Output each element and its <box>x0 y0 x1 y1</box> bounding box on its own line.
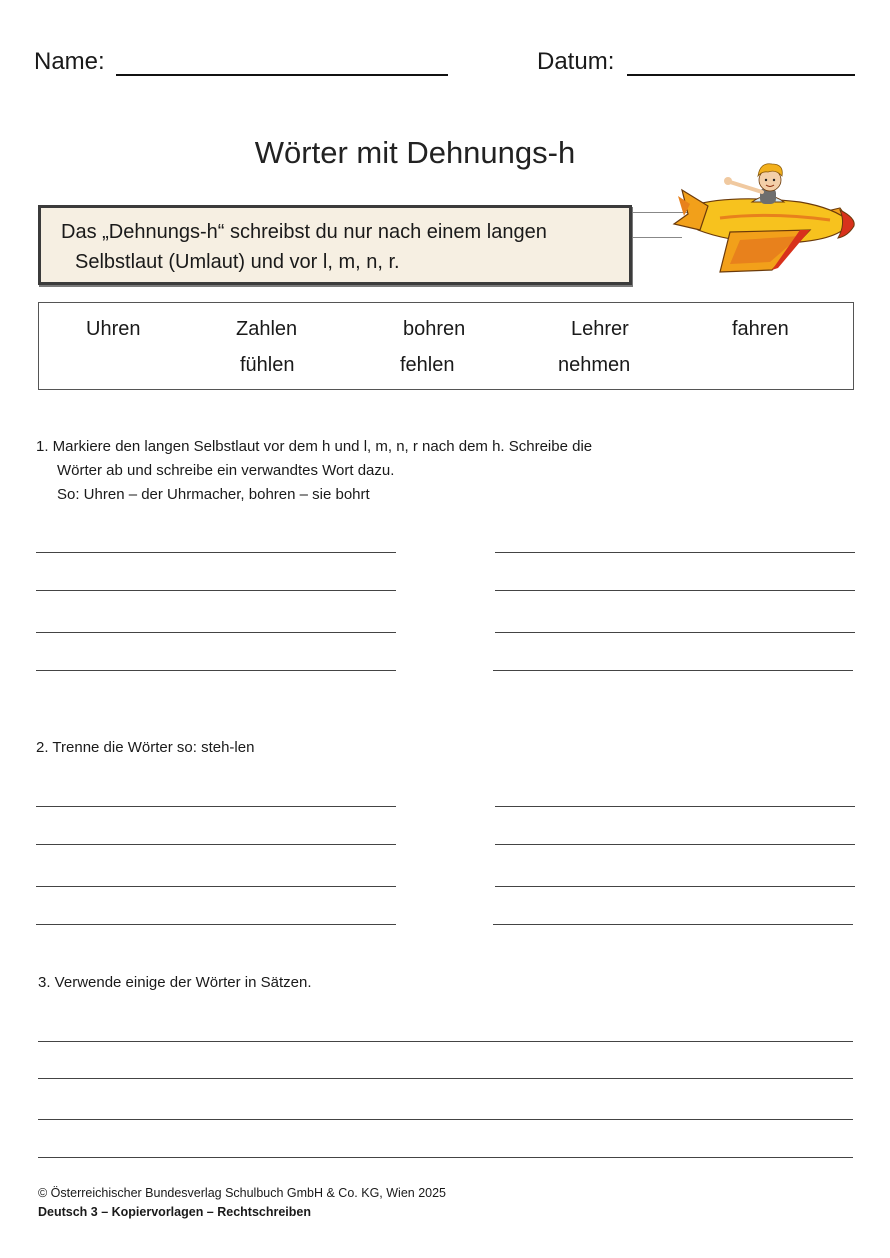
writing-line[interactable] <box>38 1119 853 1120</box>
word-item: fehlen <box>400 354 455 376</box>
writing-line[interactable] <box>36 670 396 671</box>
word-item: Zahlen <box>236 318 298 340</box>
writing-line[interactable] <box>36 632 396 633</box>
writing-line[interactable] <box>36 886 396 887</box>
word-item: bohren <box>403 318 466 340</box>
rule-line-1: Das „Dehnungs-h“ schreibst du nur nach einem langen <box>61 221 547 243</box>
page-title: Wörter mit Dehnungs-h <box>254 135 576 170</box>
word-item: Lehrer <box>571 318 629 340</box>
writing-line[interactable] <box>495 844 855 845</box>
airplane-icon <box>660 160 860 278</box>
writing-line[interactable] <box>495 806 855 807</box>
copyright-notice: © Österreichischer Bundesverlag Schulbuch GmbH & Co. KG, Wien 2025 <box>38 1186 447 1200</box>
writing-line[interactable] <box>36 844 396 845</box>
task-2-instruction: 2. Trenne die Wörter so: steh-len <box>36 739 255 756</box>
date-label: Datum: <box>537 48 615 75</box>
writing-line[interactable] <box>495 886 855 887</box>
writing-line[interactable] <box>493 670 853 671</box>
rule-banner <box>38 205 632 285</box>
writing-line[interactable] <box>38 1157 853 1158</box>
writing-line[interactable] <box>36 552 396 553</box>
word-item: Uhren <box>86 318 141 340</box>
task-1-instruction: 1. Markiere den langen Selbstlaut vor dem h und l, m, n, r nach dem h. Schreibe die <box>36 438 593 455</box>
word-item: nehmen <box>558 354 631 376</box>
writing-line[interactable] <box>495 590 855 591</box>
word-item: fühlen <box>240 354 295 376</box>
writing-line[interactable] <box>36 590 396 591</box>
name-field[interactable] <box>116 74 448 76</box>
series-title: Deutsch 3 – Kopiervorlagen – Rechtschreiben <box>38 1205 312 1219</box>
date-field[interactable] <box>627 74 855 76</box>
rule-line-2: Selbstlaut (Umlaut) und vor l, m, n, r. <box>75 251 400 273</box>
word-item: fahren <box>732 318 789 340</box>
task-1-instruction-cont: Wörter ab und schreibe ein verwandtes Wort dazu. <box>57 462 395 479</box>
writing-line[interactable] <box>38 1078 853 1079</box>
writing-line[interactable] <box>495 632 855 633</box>
task-1-example: So: Uhren – der Uhrmacher, bohren – sie bohrt <box>57 486 370 503</box>
writing-line[interactable] <box>495 552 855 553</box>
name-label: Name: <box>34 48 105 75</box>
task-3-instruction: 3. Verwende einige der Wörter in Sätzen. <box>38 974 312 991</box>
writing-line[interactable] <box>36 924 396 925</box>
writing-line[interactable] <box>38 1041 853 1042</box>
writing-line[interactable] <box>493 924 853 925</box>
writing-line[interactable] <box>36 806 396 807</box>
